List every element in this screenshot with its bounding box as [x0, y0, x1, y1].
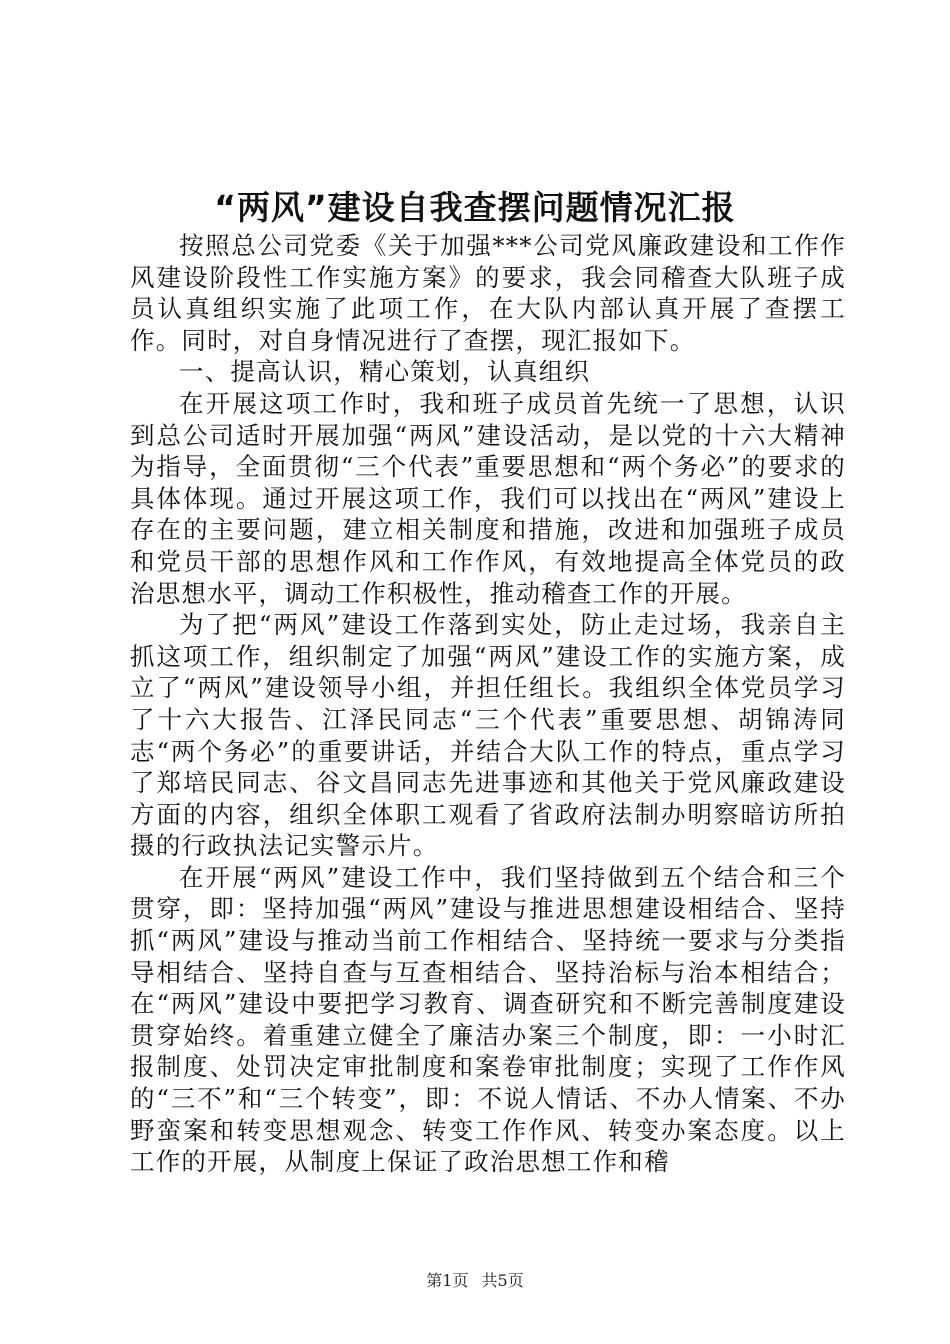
paragraph-intro: 按照总公司党委《关于加强***公司党风廉政建设和工作作风建设阶段性工作实施方案》的要求，我会同稽查大队班子成员认真组织实施了此项工作，在大队内部认真开展了查摆工作。同时，对自身情况进行了查摆，现汇报如下。 — [130, 231, 846, 355]
paragraph-understanding: 在开展这项工作时，我和班子成员首先统一了思想，认识到总公司适时开展加强“两风”建设活动，是以党的十六大精神为指导，全面贯彻“三个代表”重要思想和“两个务必”的要求的具体体现。通过开展这项工作，我们可以找出在“两风”建设上存在的主要问题，建立相关制度和措施，改进和加强班子成员和党员干部的思想作风和工作作风，有效地提高全体党员的政治思想水平，调动工作积极性，推动稽查工作的开展。 — [130, 388, 846, 608]
paragraph-implementation: 为了把“两风”建设工作落到实处，防止走过场，我亲自主抓这项工作，组织制定了加强“两风”建设工作的实施方案，成立了“两风”建设领导小组，并担任组长。我组织全体党员学习了十六大报告、江泽民同志“三个代表”重要思想、胡锦涛同志“两个务必”的重要讲话，并结合大队工作的特点，重点学习了郑培民同志、谷文昌同志先进事迹和其他关于党风廉政建设方面的内容，组织全体职工观看了省政府法制办明察暗访所拍摄的行政执法记实警示片。 — [130, 610, 846, 861]
page-footer — [0, 1270, 950, 1292]
page-number: 第1页 — [426, 1271, 469, 1290]
paragraph-combinations: 在开展“两风”建设工作中，我们坚持做到五个结合和三个贯穿，即：坚持加强“两风”建设与推进思想建设相结合、坚持抓“两风”建设与推动当前工作相结合、坚持统一要求与分类指导相结合、坚持自查与互查相结合、坚持治标与治本相结合；在“两风”建设中要把学习教育、调查研究和不断完善制度建设贯穿始终。着重建立健全了廉洁办案三个制度，即：一小时汇报制度、处罚决定审批制度和案卷审批制度；实现了工作作风的“三不”和“三个转变”，即：不说人情话、不办人情案、不办野蛮案和转变思想观念、转变工作作风、转变办案态度。以上工作的开展，从制度上保证了政治思想工作和稽 — [130, 862, 846, 1177]
page-total: 共5页 — [481, 1271, 524, 1290]
section-heading: 一、提高认识，精心策划，认真组织 — [179, 357, 591, 387]
document-body — [130, 230, 846, 1178]
document-title: “两风”建设自我查摆问题情况汇报 — [214, 188, 736, 227]
